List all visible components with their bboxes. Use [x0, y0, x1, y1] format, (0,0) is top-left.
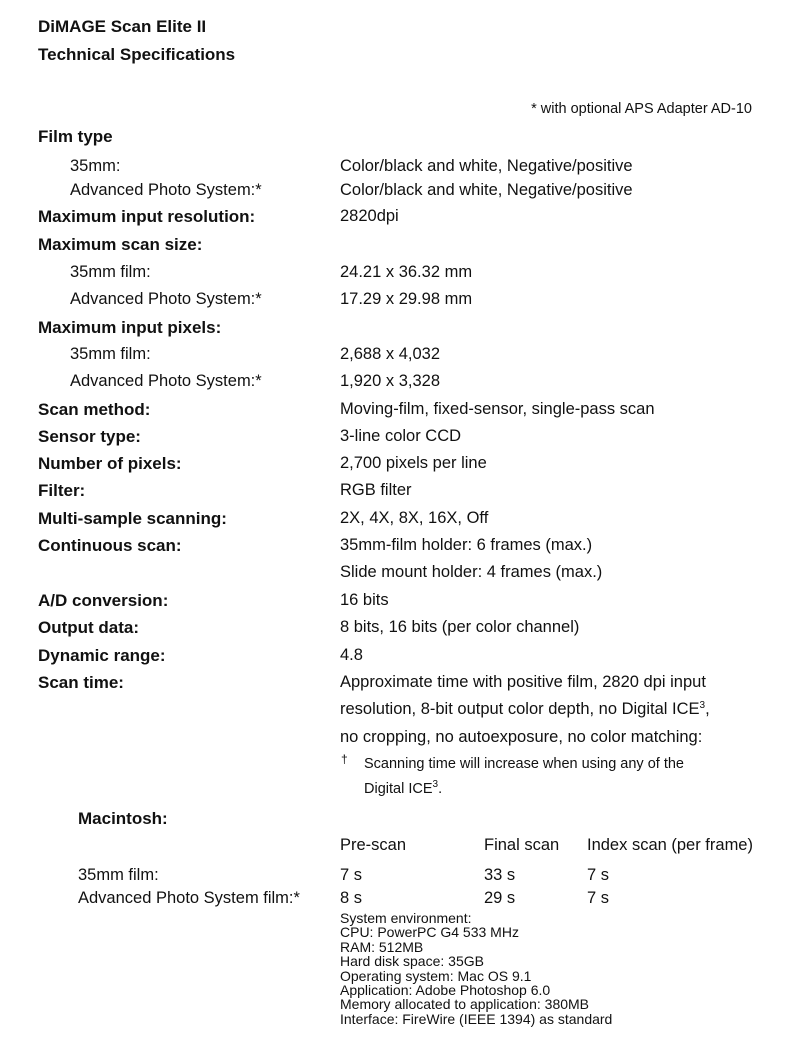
mac-row-35mm-final: 33 s	[484, 866, 516, 884]
number-of-pixels-value: 2,700 pixels per line	[340, 454, 487, 472]
col-header-prescan: Pre-scan	[340, 836, 407, 854]
dynamic-range-label: Dynamic range:	[38, 646, 166, 665]
document-subtitle: Technical Specifications	[38, 45, 236, 64]
mac-row-aps-prescan: 8 s	[340, 889, 363, 907]
continuous-scan-label: Continuous scan:	[38, 536, 182, 555]
scan-time-footnote-line-2: Digital ICE$^3$.	[364, 779, 443, 797]
max-input-pixels-aps-value: 1,920 x 3,328	[340, 372, 440, 390]
document-title: DiMAGE Scan Elite II	[38, 17, 207, 36]
max-input-pixels-35mm-label: 35mm film:	[70, 345, 151, 363]
number-of-pixels-label: Number of pixels:	[38, 454, 182, 473]
system-environment-line: Application: Adobe Photoshop 6.0	[340, 982, 551, 999]
mac-row-aps-label: Advanced Photo System film:*	[78, 889, 300, 907]
col-header-index-scan: Index scan (per frame)	[587, 836, 753, 854]
mac-row-aps-index: 7 s	[587, 889, 610, 907]
filter-value: RGB filter	[340, 481, 412, 499]
scan-time-line-1: Approximate time with positive film, 2820 dpi input	[340, 673, 706, 691]
sensor-type-value: 3-line color CCD	[340, 427, 462, 445]
system-environment-block	[340, 911, 612, 1026]
scan-method-label: Scan method:	[38, 400, 151, 419]
max-input-resolution-label: Maximum input resolution:	[38, 207, 256, 226]
scan-time-label: Scan time:	[38, 673, 124, 692]
mac-row-35mm-prescan: 7 s	[340, 866, 363, 884]
mac-row-aps-final: 29 s	[484, 889, 516, 907]
output-data-value: 8 bits, 16 bits (per color channel)	[340, 618, 580, 636]
max-input-pixels-aps-label: Advanced Photo System:*	[70, 372, 262, 390]
aps-adapter-note: * with optional APS Adapter AD-10	[531, 101, 752, 117]
film-type-label: Film type	[38, 127, 113, 146]
scan-time-footnote-line-1: Scanning time will increase when using any of the	[364, 756, 684, 772]
continuous-scan-value-1: 35mm-film holder: 6 frames (max.)	[340, 536, 593, 554]
scan-method-value: Moving-film, fixed-sensor, single-pass scan	[340, 400, 655, 418]
scan-time-line-3: no cropping, no autoexposure, no color matching:	[340, 728, 703, 746]
multi-sample-label: Multi-sample scanning:	[38, 509, 227, 528]
max-scan-size-35mm-value: 24.21 x 36.32 mm	[340, 263, 473, 281]
film-type-35mm-label: 35mm:	[70, 157, 121, 175]
system-environment-line: Hard disk space: 35GB	[340, 953, 484, 970]
film-type-aps-label: Advanced Photo System:*	[70, 181, 262, 199]
max-scan-size-35mm-label: 35mm film:	[70, 263, 151, 281]
mac-row-35mm-index: 7 s	[587, 866, 610, 884]
sensor-type-label: Sensor type:	[38, 427, 141, 446]
mac-row-35mm-label: 35mm film:	[78, 866, 159, 884]
col-header-final-scan: Final scan	[484, 836, 560, 854]
system-environment-line: RAM: 512MB	[340, 938, 424, 955]
filter-label: Filter:	[38, 481, 86, 500]
max-input-resolution-value: 2820dpi	[340, 207, 399, 225]
continuous-scan-value-2: Slide mount holder: 4 frames (max.)	[340, 563, 603, 581]
multi-sample-value: 2X, 4X, 8X, 16X, Off	[340, 509, 489, 527]
film-type-35mm-value: Color/black and white, Negative/positive	[340, 157, 633, 175]
max-input-pixels-label: Maximum input pixels:	[38, 318, 222, 337]
dynamic-range-value: 4.8	[340, 646, 363, 664]
system-environment-line: CPU: PowerPC G4 533 MHz	[340, 924, 519, 941]
macintosh-heading: Macintosh:	[78, 809, 168, 828]
output-data-label: Output data:	[38, 618, 140, 637]
system-environment-line: System environment:	[340, 910, 472, 926]
max-scan-size-aps-label: Advanced Photo System:*	[70, 290, 262, 308]
system-environment-line: Interface: FireWire (IEEE 1394) as standard	[340, 1010, 613, 1027]
max-input-pixels-35mm-value: 2,688 x 4,032	[340, 345, 440, 363]
system-environment-line: Memory allocated to application: 380MB	[340, 996, 590, 1013]
dagger-footnote-marker: †	[341, 752, 348, 766]
system-environment-line: Operating system: Mac OS 9.1	[340, 967, 532, 984]
max-scan-size-aps-value: 17.29 x 29.98 mm	[340, 290, 473, 308]
ad-conversion-value: 16 bits	[340, 591, 389, 609]
scan-time-line-2: resolution, 8-bit output color depth, no Digital ICE$^3$,	[340, 700, 710, 718]
film-type-aps-value: Color/black and white, Negative/positive	[340, 181, 633, 199]
max-scan-size-label: Maximum scan size:	[38, 235, 203, 254]
ad-conversion-label: A/D conversion:	[38, 591, 169, 610]
